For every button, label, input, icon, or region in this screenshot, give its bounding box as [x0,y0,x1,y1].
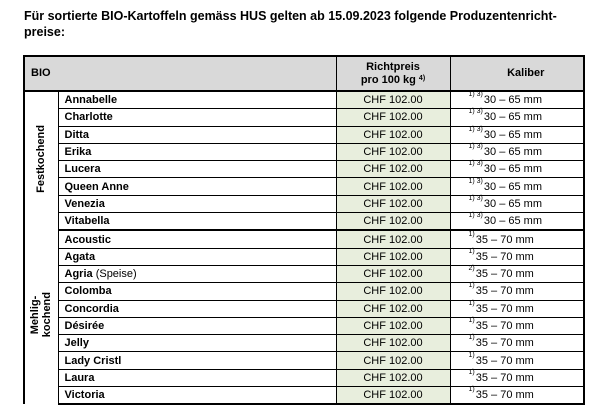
kaliber-value: 30 – 65 mm [483,146,542,159]
table-row [24,195,584,212]
table-row [24,143,584,160]
kaliber-footnote: 1) [468,247,475,255]
price-cell: CHF 102.00 [336,369,450,386]
variety-name-cell [58,91,336,109]
variety-name: Lady Cristl [64,354,122,367]
kaliber-cell [450,300,584,317]
price-cell: CHF 102.00 [336,300,450,317]
header-kaliber: Kaliber [450,56,584,91]
price-cell: CHF 102.00 [336,213,450,231]
group-label-line1: Mehlig- [29,295,42,335]
kaliber-footnote: 1) [468,299,475,307]
variety-name-cell [58,213,336,231]
variety-name: Charlotte [64,111,113,124]
price-cell: CHF 102.00 [336,317,450,334]
group-label [35,125,47,193]
kaliber-value: 35 – 70 mm [475,337,534,350]
kaliber-value: 35 – 70 mm [475,233,534,246]
variety-name: Colomba [64,285,112,298]
kaliber-footnote: 1) [468,230,475,238]
kaliber-footnote: 2) [468,265,475,273]
price-cell: CHF 102.00 [336,283,450,300]
variety-name-cell [58,195,336,212]
intro-text: Für sortierte BIO-Kartoffeln gemäss HUS gelten ab 15.09.2023 folgende Produzentenricht-preise: [24,9,557,39]
header-price [336,56,450,91]
kaliber-value: 35 – 70 mm [475,302,534,315]
variety-name: Ditta [64,128,89,141]
table-row [24,161,584,178]
kaliber-value: 30 – 65 mm [483,111,542,124]
price-table [23,55,585,405]
kaliber-cell [450,109,584,126]
variety-name-cell [58,143,336,160]
variety-name: Concordia [64,302,119,315]
table-header-row [24,56,584,91]
kaliber-cell [450,126,584,143]
variety-name: Venezia [64,197,105,210]
kaliber-footnote: 1) [468,351,475,359]
kaliber-value: 30 – 65 mm [483,94,542,107]
kaliber-footnote: 1) [468,334,475,342]
table-row [24,335,584,352]
kaliber-cell [450,230,584,248]
kaliber-footnote: 1) 3) [468,194,483,202]
variety-name-cell [58,109,336,126]
kaliber-value: 35 – 70 mm [475,354,534,367]
kaliber-footnote: 1) 3) [468,108,483,116]
variety-name-cell [58,161,336,178]
kaliber-value: 30 – 65 mm [483,180,542,193]
kaliber-cell [450,213,584,231]
table-row [24,300,584,317]
group-label-cell [24,230,58,404]
variety-name-cell [58,248,336,265]
variety-name-cell [58,178,336,195]
header-price-line1: Richtpreis [366,60,420,73]
variety-name-cell [58,335,336,352]
kaliber-cell [450,369,584,386]
kaliber-cell [450,143,584,160]
price-cell: CHF 102.00 [336,143,450,160]
kaliber-cell [450,317,584,334]
variety-name: Erika [64,146,92,159]
kaliber-value: 35 – 70 mm [475,250,534,263]
kaliber-cell [450,335,584,352]
price-cell: CHF 102.00 [336,195,450,212]
kaliber-value: 30 – 65 mm [483,128,542,141]
variety-name: Queen Anne [64,180,129,193]
variety-name: Acoustic [64,233,111,246]
price-cell: CHF 102.00 [336,265,450,282]
variety-name: Agria [64,268,93,281]
variety-name: Lucera [64,163,101,176]
price-cell: CHF 102.00 [336,109,450,126]
variety-name-cell [58,352,336,369]
variety-name-cell [58,283,336,300]
table-row [24,369,584,386]
variety-name-cell [58,300,336,317]
kaliber-cell [450,283,584,300]
table-row [24,230,584,248]
kaliber-cell [450,265,584,282]
kaliber-footnote: 1) 3) [468,91,483,99]
kaliber-value: 30 – 65 mm [483,197,542,210]
table-row [24,178,584,195]
variety-name: Annabelle [64,94,118,107]
kaliber-cell [450,248,584,265]
table-row [24,213,584,231]
kaliber-cell [450,91,584,109]
group-label-text: Festkochend [35,124,48,193]
table-row [24,126,584,143]
kaliber-footnote: 1) 3) [468,143,483,151]
table-row [24,91,584,109]
variety-name: Désirée [64,320,105,332]
variety-note: (Speise) [95,268,137,281]
kaliber-footnote: 1) [468,368,475,376]
kaliber-footnote: 1) [468,386,475,394]
group-label-cell [24,91,58,230]
table-row [24,248,584,265]
price-cell: CHF 102.00 [336,387,450,405]
kaliber-footnote: 1) 3) [468,160,483,168]
header-bio: BIO [24,56,336,91]
price-cell: CHF 102.00 [336,161,450,178]
variety-name: Agata [64,250,96,263]
kaliber-footnote: 1) [468,282,475,290]
kaliber-value: 35 – 70 mm [475,371,534,384]
table-row [24,109,584,126]
variety-name-cell [58,126,336,143]
kaliber-value: 30 – 65 mm [483,163,542,176]
variety-name-cell [58,369,336,386]
header-price-line2: pro 100 kg [360,73,416,86]
variety-name: Laura [64,371,95,384]
kaliber-footnote: 1) 3) [468,212,483,220]
kaliber-value: 35 – 70 mm [475,389,534,402]
kaliber-cell [450,352,584,369]
price-cell: CHF 102.00 [336,178,450,195]
price-cell: CHF 102.00 [336,335,450,352]
kaliber-value: 30 – 65 mm [483,215,542,228]
kaliber-footnote: 1) [468,317,475,324]
variety-name-cell [58,265,336,282]
table-row [24,265,584,282]
price-cell: CHF 102.00 [336,91,450,109]
table-row [24,352,584,369]
group-label [29,292,53,337]
variety-name: Victoria [64,389,105,402]
kaliber-value: 35 – 70 mm [475,285,534,298]
price-cell: CHF 102.00 [336,230,450,248]
variety-name: Vitabella [64,215,110,228]
group-label-line2: kochend [41,292,54,338]
kaliber-cell [450,195,584,212]
kaliber-value: 35 – 70 mm [475,320,534,332]
header-price-note: 4) [418,74,426,82]
variety-name: Jelly [64,337,89,350]
kaliber-footnote: 1) 3) [468,177,483,185]
price-cell: CHF 102.00 [336,126,450,143]
price-cell: CHF 102.00 [336,248,450,265]
kaliber-footnote: 1) 3) [468,125,483,133]
table-row [24,283,584,300]
kaliber-value: 35 – 70 mm [475,268,534,281]
variety-name-cell [58,230,336,248]
table-row [24,317,584,334]
kaliber-cell [450,161,584,178]
variety-name-cell [58,317,336,334]
kaliber-cell [450,178,584,195]
price-cell: CHF 102.00 [336,352,450,369]
